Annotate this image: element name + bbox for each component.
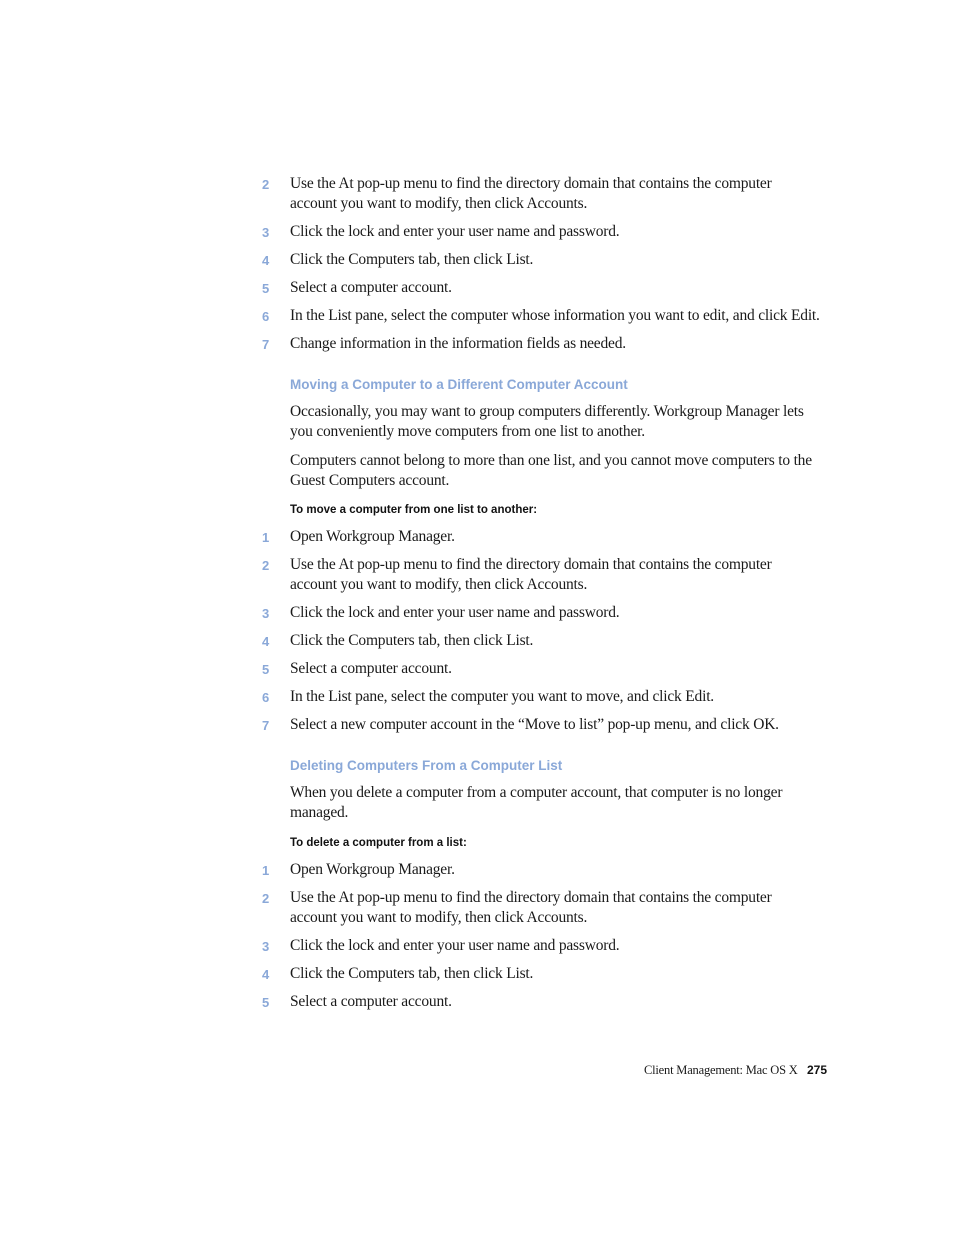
step-number: 1 — [262, 863, 270, 878]
step-number: 2 — [262, 558, 270, 573]
step-number: 7 — [262, 337, 270, 352]
step-number: 4 — [262, 634, 270, 649]
step-text: Click the Computers tab, then click List. — [290, 632, 534, 649]
paragraph: Occasionally, you may want to group computers differently. Workgroup Manager lets you conveniently move computers from one list to another. — [290, 403, 804, 440]
step-number: 6 — [262, 690, 270, 705]
step-text: Open Workgroup Manager. — [290, 861, 455, 878]
step-number: 2 — [262, 891, 270, 906]
step-text: Use the At pop-up menu to find the directory domain that contains the computer account you want to modify, then click Accounts. — [290, 556, 772, 593]
step-number: 3 — [262, 606, 270, 621]
section-heading-move: Moving a Computer to a Different Computer Account — [290, 377, 628, 392]
footer-chapter: Client Management: Mac OS X — [644, 1063, 798, 1077]
step-text: Select a computer account. — [290, 279, 452, 296]
step-text: Click the lock and enter your user name and password. — [290, 937, 620, 954]
step-text: Click the lock and enter your user name and password. — [290, 604, 620, 621]
step-text: Open Workgroup Manager. — [290, 528, 455, 545]
step-text: Click the Computers tab, then click List. — [290, 251, 534, 268]
step-number: 3 — [262, 939, 270, 954]
task-title-move: To move a computer from one list to another: — [290, 504, 538, 516]
step-text: In the List pane, select the computer you want to move, and click Edit. — [290, 688, 714, 705]
step-number: 7 — [262, 718, 270, 733]
page-number: 275 — [807, 1063, 828, 1077]
step-text: Select a computer account. — [290, 660, 452, 677]
step-number: 6 — [262, 309, 270, 324]
section-heading-delete: Deleting Computers From a Computer List — [290, 758, 563, 773]
step-text: Use the At pop-up menu to find the directory domain that contains the computer account you want to modify, then click Accounts. — [290, 175, 772, 212]
step-number: 5 — [262, 995, 270, 1010]
step-number: 2 — [262, 177, 270, 192]
step-number: 5 — [262, 281, 270, 296]
step-number: 1 — [262, 530, 270, 545]
step-text: Select a computer account. — [290, 993, 452, 1010]
step-number: 3 — [262, 225, 270, 240]
step-number: 5 — [262, 662, 270, 677]
step-text: Select a new computer account in the “Move to list” pop-up menu, and click OK. — [290, 716, 779, 733]
paragraph: Computers cannot belong to more than one list, and you cannot move computers to the Guest Computers account. — [290, 452, 812, 489]
step-text: Use the At pop-up menu to find the directory domain that contains the computer account you want to modify, then click Accounts. — [290, 889, 772, 926]
paragraph: When you delete a computer from a computer account, that computer is no longer managed. — [290, 784, 783, 821]
step-text: In the List pane, select the computer whose information you want to edit, and click Edit. — [290, 307, 820, 324]
step-text: Click the Computers tab, then click List. — [290, 965, 534, 982]
step-text: Click the lock and enter your user name and password. — [290, 223, 620, 240]
step-number: 4 — [262, 253, 270, 268]
step-number: 4 — [262, 967, 270, 982]
task-title-delete: To delete a computer from a list: — [290, 837, 467, 849]
step-text: Change information in the information fields as needed. — [290, 335, 626, 352]
